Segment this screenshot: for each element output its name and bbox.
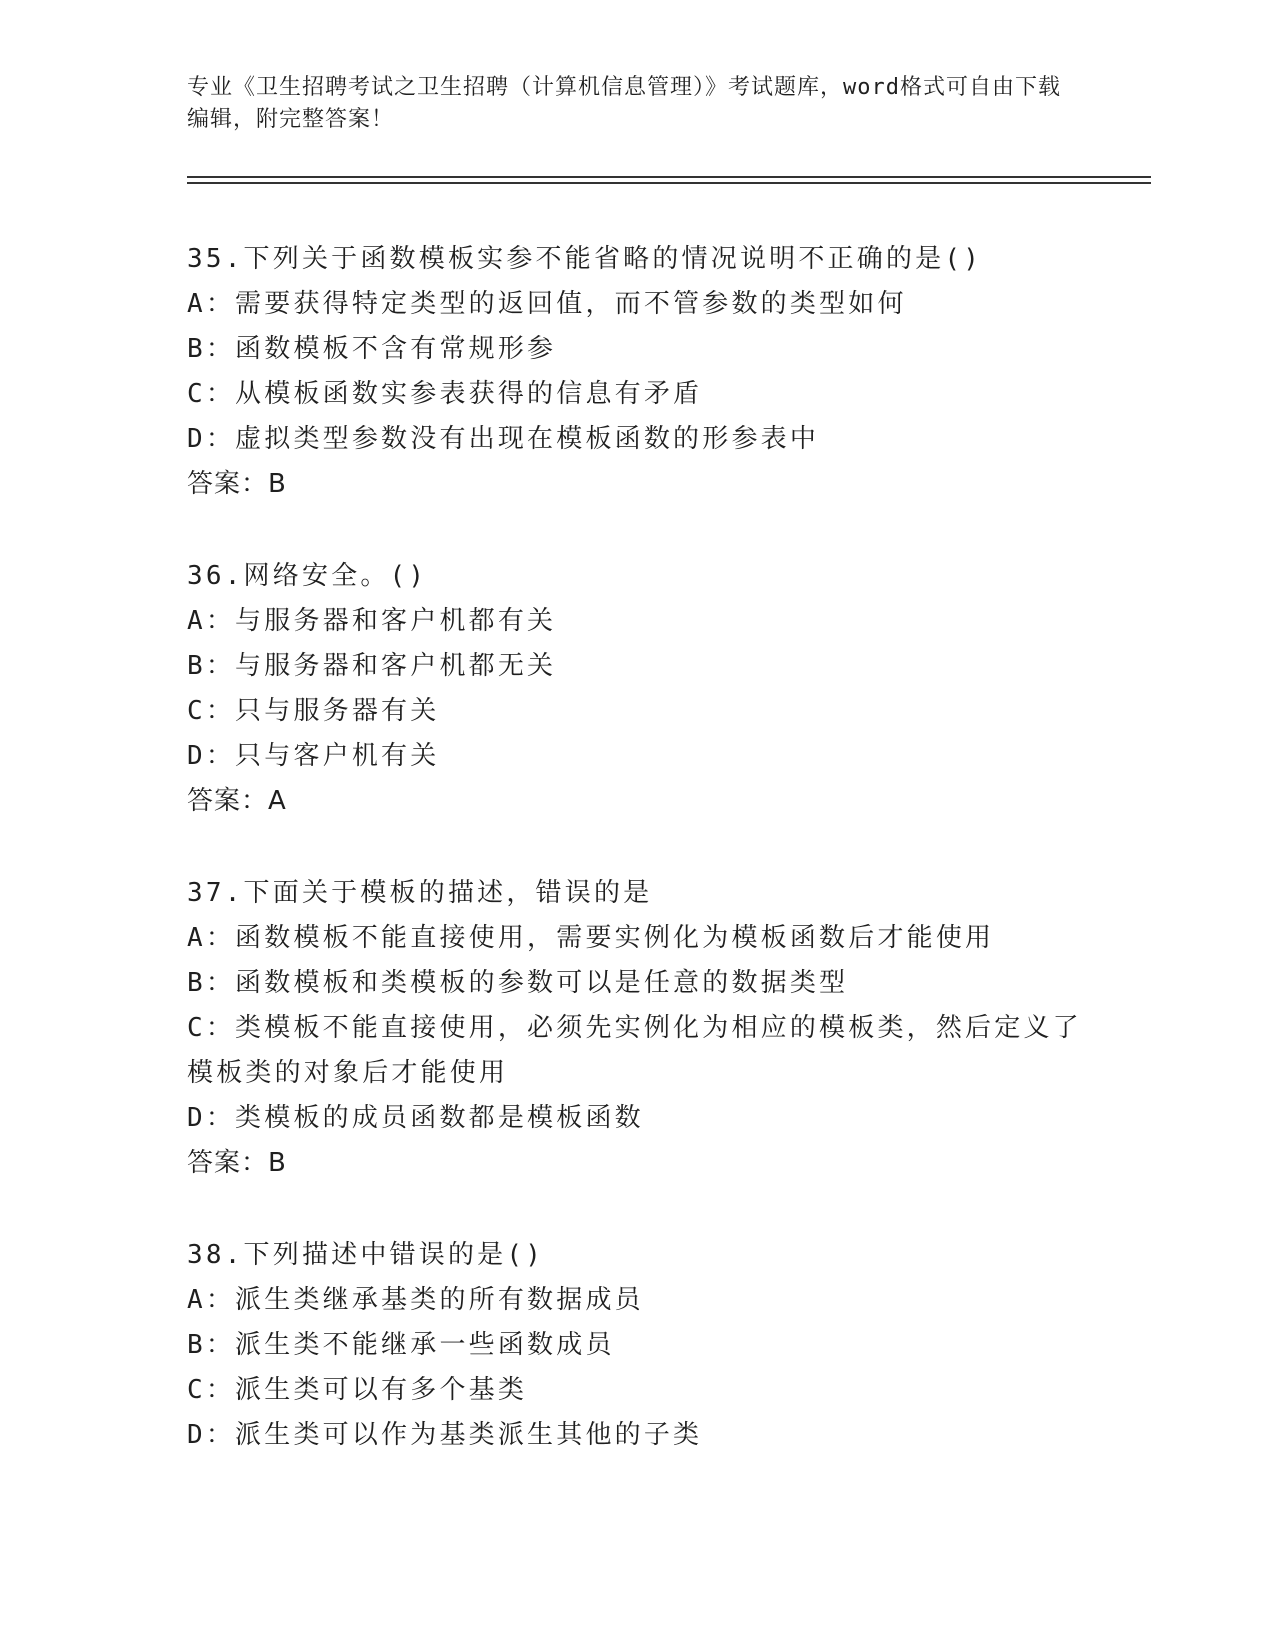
option-a: A：派生类继承基类的所有数据成员 — [187, 1285, 644, 1315]
answer: 答案：A — [187, 786, 287, 816]
question-37 — [187, 871, 1087, 1186]
option-c: C：派生类可以有多个基类 — [187, 1375, 528, 1405]
question-list — [187, 237, 1087, 1505]
option-b: B：派生类不能继承一些函数成员 — [187, 1330, 615, 1360]
question-stem: 35.下列关于函数模板实参不能省略的情况说明不正确的是() — [187, 244, 983, 274]
option-a: A：与服务器和客户机都有关 — [187, 606, 557, 636]
option-d: D：派生类可以作为基类派生其他的子类 — [187, 1420, 703, 1450]
option-d: D：只与客户机有关 — [187, 741, 440, 771]
option-d: D：类模板的成员函数都是模板函数 — [187, 1103, 644, 1133]
document-intro: 专业《卫生招聘考试之卫生招聘（计算机信息管理）》考试题库，word格式可自由下载编辑，附完整答案！ — [187, 75, 1061, 132]
question-stem: 37.下面关于模板的描述，错误的是 — [187, 878, 653, 908]
header-rule-top — [187, 176, 1151, 178]
option-c: C：类模板不能直接使用，必须先实例化为相应的模板类，然后定义了模板类的对象后才能使用 — [187, 1013, 1082, 1088]
question-stem: 36.网络安全。() — [187, 561, 428, 591]
question-stem: 38.下列描述中错误的是() — [187, 1240, 545, 1270]
question-36 — [187, 554, 1087, 824]
option-b: B：与服务器和客户机都无关 — [187, 651, 557, 681]
option-c: C：从模板函数实参表获得的信息有矛盾 — [187, 379, 703, 409]
option-d: D：虚拟类型参数没有出现在模板函数的形参表中 — [187, 424, 820, 454]
option-a: A：函数模板不能直接使用，需要实例化为模板函数后才能使用 — [187, 923, 995, 953]
question-38 — [187, 1233, 1087, 1458]
answer: 答案：B — [187, 469, 287, 499]
option-c: C：只与服务器有关 — [187, 696, 440, 726]
header-rule-bottom — [187, 182, 1151, 184]
option-b: B：函数模板和类模板的参数可以是任意的数据类型 — [187, 968, 849, 998]
question-35 — [187, 237, 1087, 507]
option-b: B：函数模板不含有常规形参 — [187, 334, 557, 364]
option-a: A：需要获得特定类型的返回值，而不管参数的类型如何 — [187, 289, 907, 319]
answer: 答案：B — [187, 1148, 287, 1178]
